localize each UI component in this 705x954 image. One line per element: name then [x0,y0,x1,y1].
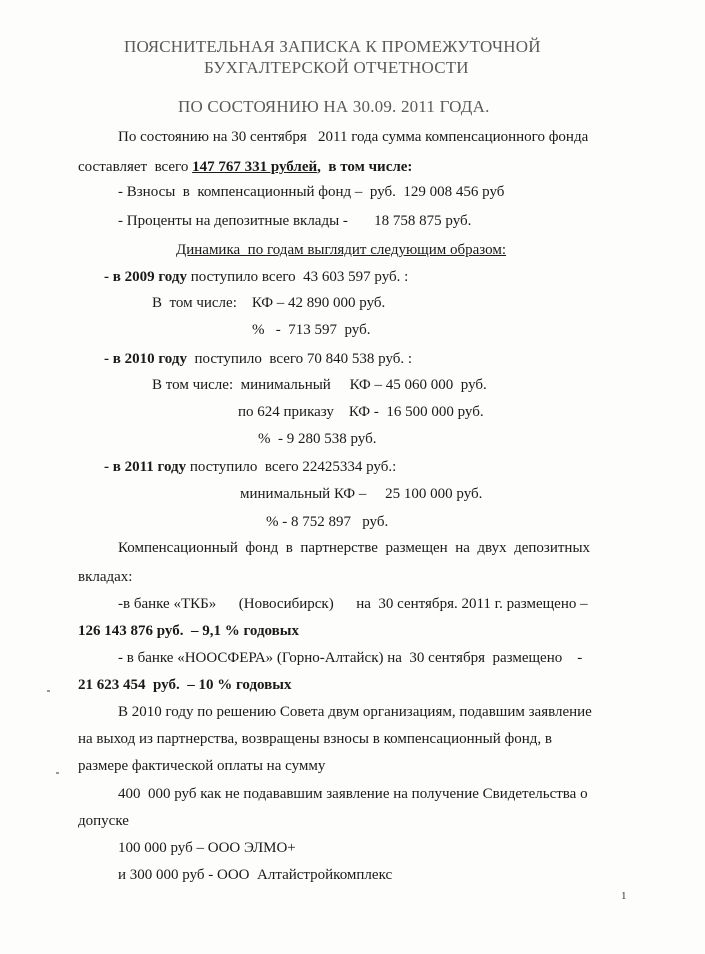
noosfera-line: - в банке «НООСФЕРА» (Горно-Алтайск) на 30 сентября размещено - [118,650,583,666]
council-line-7: и 300 000 руб - ООО Алтайстройкомплекс [118,867,393,883]
council-line-3: размере фактической оплаты на сумму [78,758,326,774]
year-2010-order: по 624 приказу КФ - 16 500 000 руб. [238,404,484,420]
page-number: 1 [621,890,627,902]
intro-pre: составляет всего [78,159,193,175]
noosfera-amount: 21 623 454 руб. – 10 % годовых [78,677,292,693]
tkb-amount: 126 143 876 руб. – 9,1 % годовых [78,623,299,639]
year-2011-label: в 2011 году [112,459,187,475]
year-2011-min: минимальный КФ – 25 100 000 руб. [240,486,483,502]
year-2010-pct: % - 9 280 538 руб. [258,431,377,447]
item-interest: - Проценты на депозитные вклады - 18 758 875 руб. [118,213,472,229]
item-contributions: - Взносы в компенсационный фонд – руб. 129 008 456 руб [118,184,505,200]
total-amount: 147 767 331 рублей [192,159,318,175]
title-line-3: ПО СОСТОЯНИЮ НА 30.09. 2011 ГОДА. [178,97,490,116]
council-line-2: на выход из партнерства, возвращены взносы в компенсационный фонд, в [78,731,552,747]
placement-line-2: вкладах: [78,569,133,585]
intro-line-2 [78,158,412,176]
year-2009-kf: В том числе: КФ – 42 890 000 руб. [152,295,386,311]
title-line-2: БУХГАЛТЕРСКОЙ ОТЧЕТНОСТИ [204,58,469,77]
council-line-5: допуске [78,813,129,829]
title-line-1: ПОЯСНИТЕЛЬНАЯ ЗАПИСКА К ПРОМЕЖУТОЧНОЙ [124,37,541,56]
council-line-4: 400 000 руб как не подававшим заявление на получение Свидетельства о [118,786,588,802]
year-2009-label: в 2009 году [112,269,187,285]
year-2009-line: - в 2009 году поступило всего 43 603 597 руб. : [104,269,409,285]
year-2010-label: в 2010 году [112,351,187,367]
year-2009-pct: % - 713 597 руб. [252,322,371,338]
year-2011-pct: % - 8 752 897 руб. [266,514,389,530]
year-2010-line: - в 2010 году поступило всего 70 840 538 руб. : [104,351,413,367]
intro-post: , в том числе: [317,159,413,175]
scan-speck [47,690,50,692]
year-2010-min: В том числе: минимальный КФ – 45 060 000 руб. [152,377,487,393]
council-line-1: В 2010 году по решению Совета двум организациям, подавшим заявление [118,704,592,720]
dynamics-header: Динамика по годам выглядит следующим образом: [176,242,506,258]
placement-line-1: Компенсационный фонд в партнерстве размещен на двух депозитных [118,540,591,556]
tkb-line: -в банке «ТКБ» (Новосибирск) на 30 сентября. 2011 г. размещено – [118,596,588,612]
council-line-6: 100 000 руб – ООО ЭЛМО+ [118,840,296,856]
intro-line-1: По состоянию на 30 сентября 2011 года сумма компенсационного фонда [118,129,589,145]
scan-speck [56,772,59,774]
year-2011-line: - в 2011 году поступило всего 22425334 руб.: [104,459,397,475]
